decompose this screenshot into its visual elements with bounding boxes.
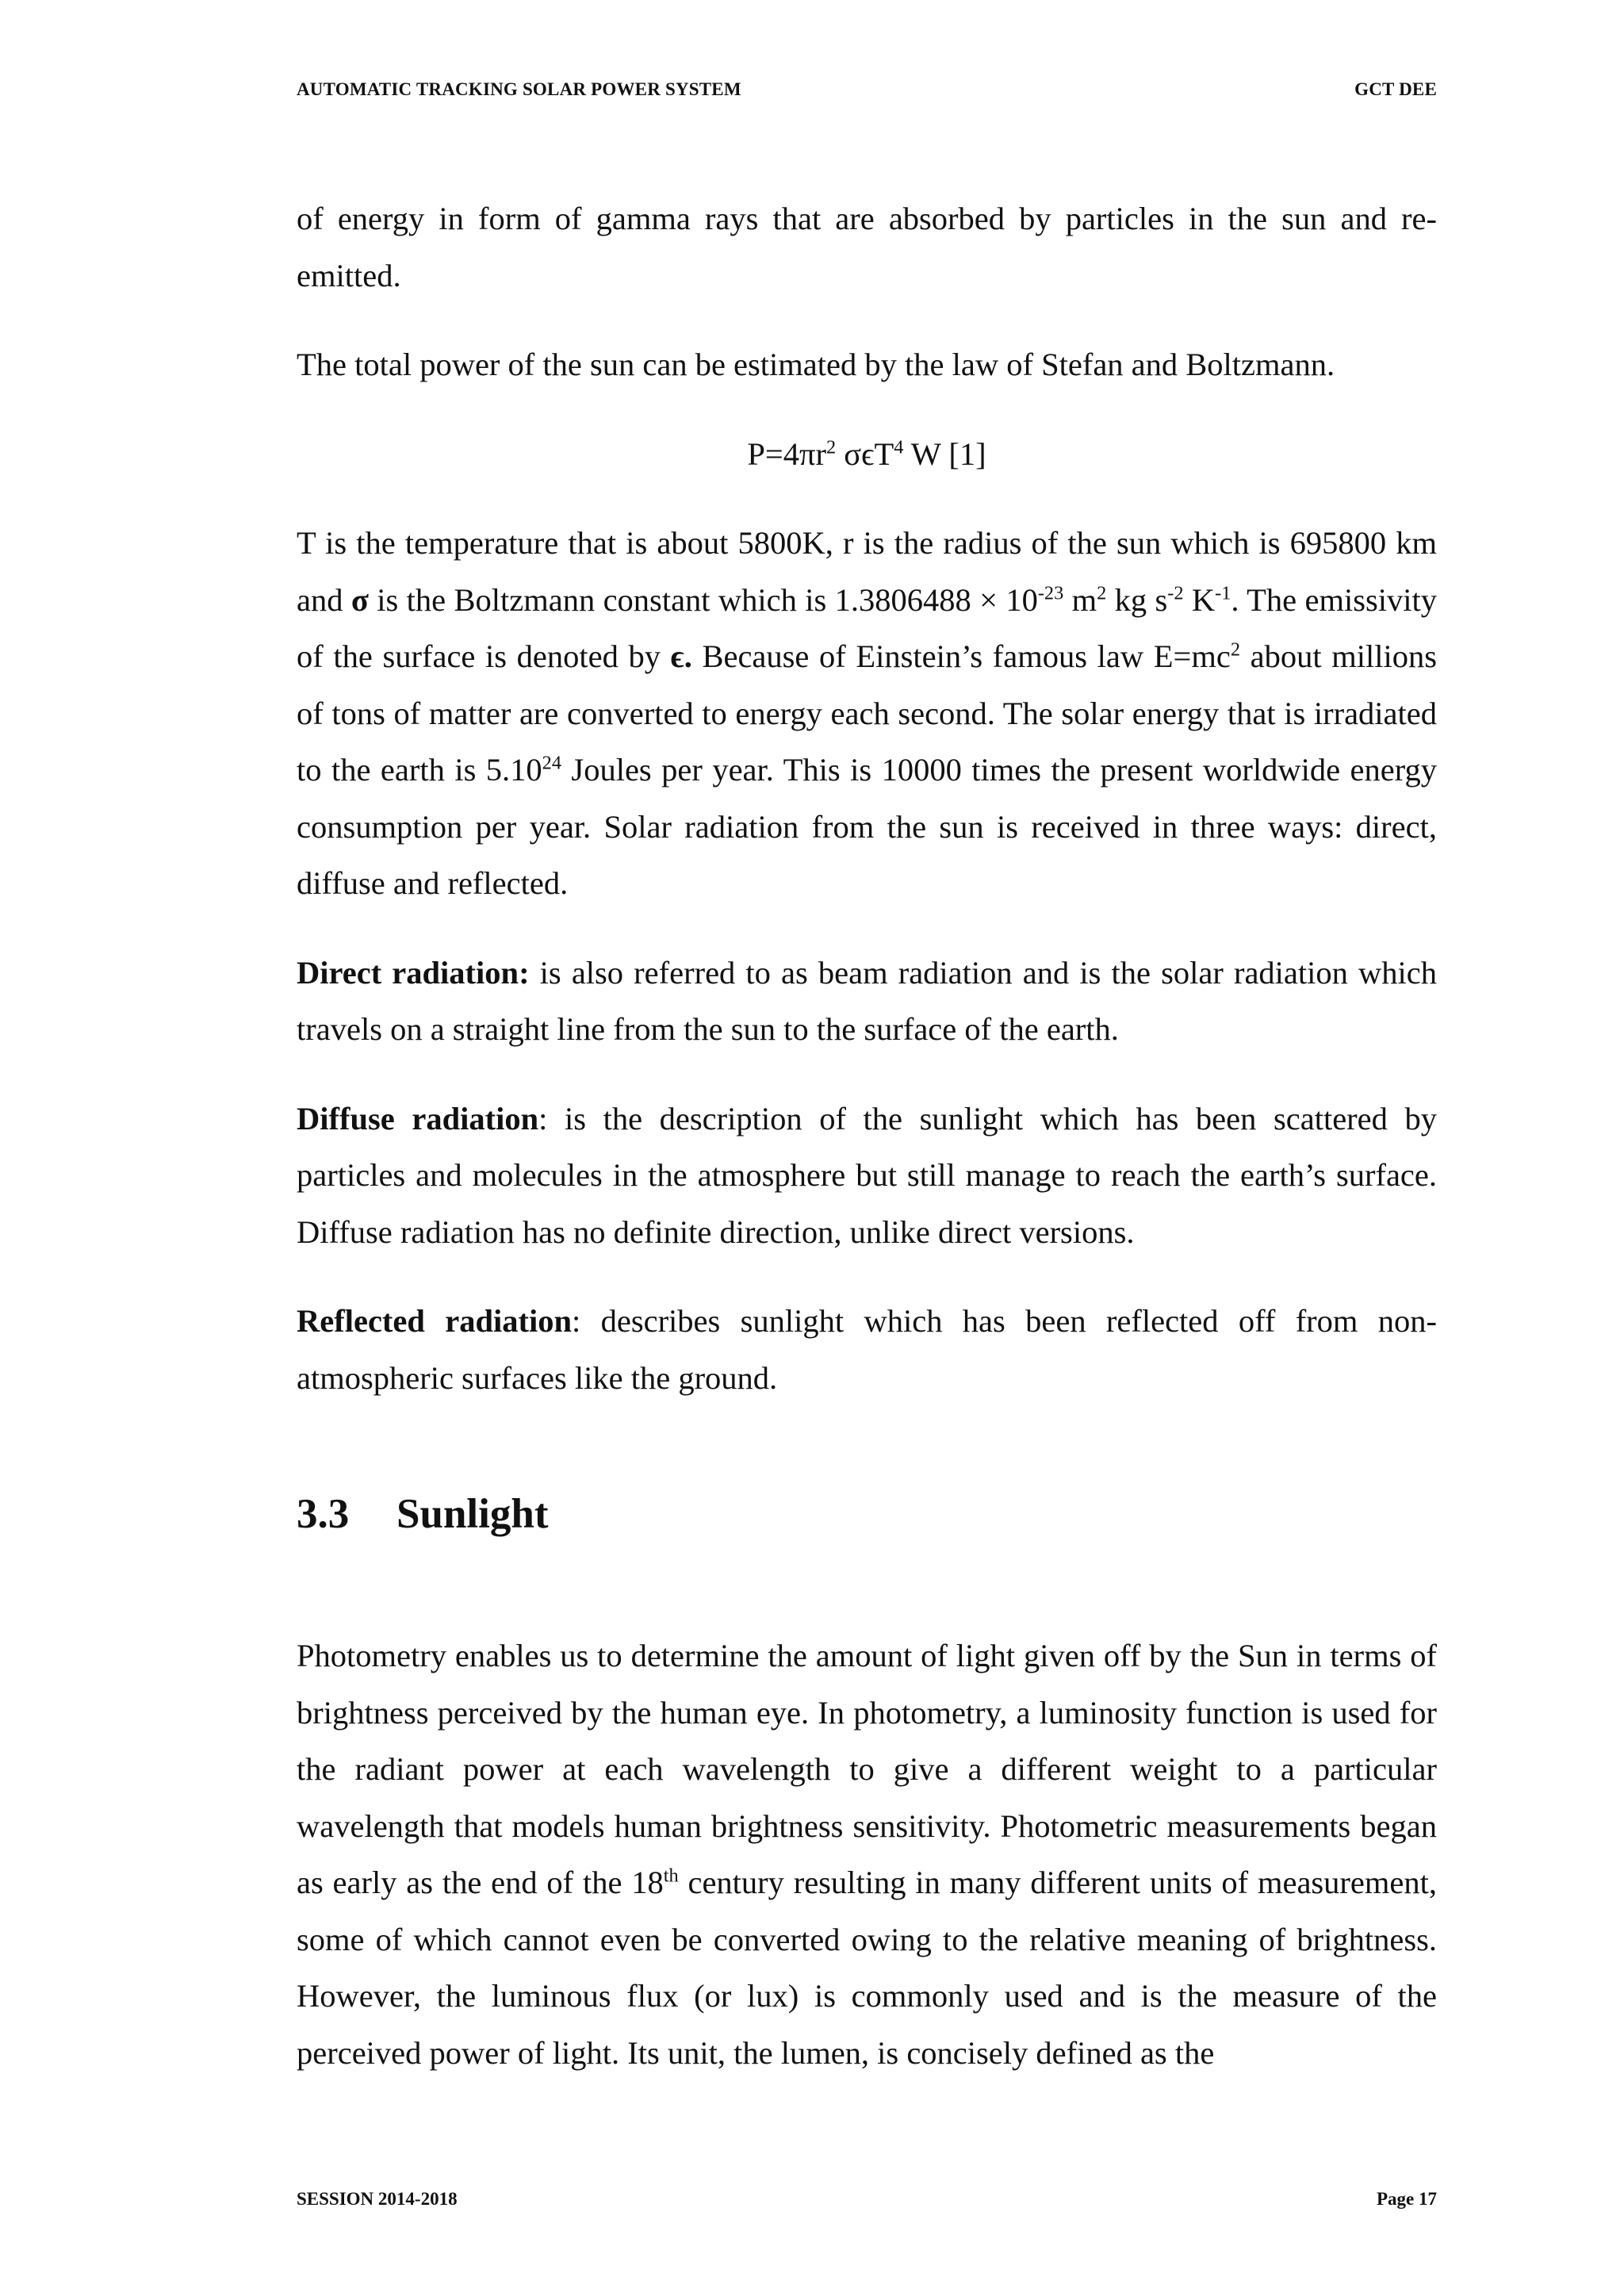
page-number: Page 17 xyxy=(1376,2189,1437,2209)
page-body xyxy=(297,190,1437,2081)
section-heading: 3.3 Sunlight xyxy=(297,1491,549,1537)
paragraph-photometry: Photometry enables us to determine the amount of light given off by the Sun in terms of brightness perceived by the human eye. In photometry, a luminosity function is used for the radiant power at each wavelength to give a different weight to a particular wavelength that models human brightness sensitivity. Photometric measurements began as early as the end of the 18th century resulting in many different units of measurement, some of which cannot even be converted owing to the relative meaning of brightness. However, the luminous flux (or lux) is commonly used and is the measure of the perceived power of light. Its unit, the lumen, is concisely defined as the xyxy=(297,1638,1437,2071)
page-header xyxy=(297,79,1437,108)
paragraph-direct-radiation: Direct radiation: is also referred to as beam radiation and is the solar radiation which travels on a straight line from the sun to the surface of the earth. xyxy=(297,954,1437,1047)
paragraph-total-power: The total power of the sun can be estimated by the law of Stefan and Boltzmann. xyxy=(297,347,1335,382)
footer-session: SESSION 2014-2018 xyxy=(297,2189,458,2209)
equation-stefan-boltzmann: $P=4\pi r^2$ σϵT$^4$ W [1] xyxy=(747,435,986,472)
page-footer xyxy=(297,2189,1437,2217)
header-dept: GCT DEE xyxy=(1354,79,1437,99)
paragraph-constants: T is the temperature that is about 5800K, r is the radius of the sun which is 695800 km and σ is the Boltzmann constant which is $1.3806488 \times 10^{-23}$ $m^2$ kg $s^{-2}$ $K^{-1}$. The emissivity of the surface is denoted by ϵ. Because of Einstein’s famous law $E=mc^2$ about millions of tons of matter are converted to energy each second. The solar energy that is irradiated to the earth is 5.10$^{24}$ Joules per year. This is 10000 times the present worldwide energy consumption per year. Solar radiation from the sun is received in three ways: direct, diffuse and reflected. xyxy=(297,525,1437,901)
paragraph-diffuse-radiation: Diffuse radiation: is the description of the sunlight which has been scattered by particles and molecules in the atmosphere but still manage to reach the earth’s surface. Diffuse radiation has no definite direction, unlike direct versions. xyxy=(297,1100,1437,1250)
header-title: AUTOMATIC TRACKING SOLAR POWER SYSTEM xyxy=(297,79,741,99)
paragraph-reflected-radiation: Reflected radiation: describes sunlight which has been reflected off from non-atmospheric surfaces like the ground. xyxy=(297,1303,1437,1396)
paragraph-gamma-rays: of energy in form of gamma rays that are absorbed by particles in the sun and re-emitted. xyxy=(297,201,1437,293)
